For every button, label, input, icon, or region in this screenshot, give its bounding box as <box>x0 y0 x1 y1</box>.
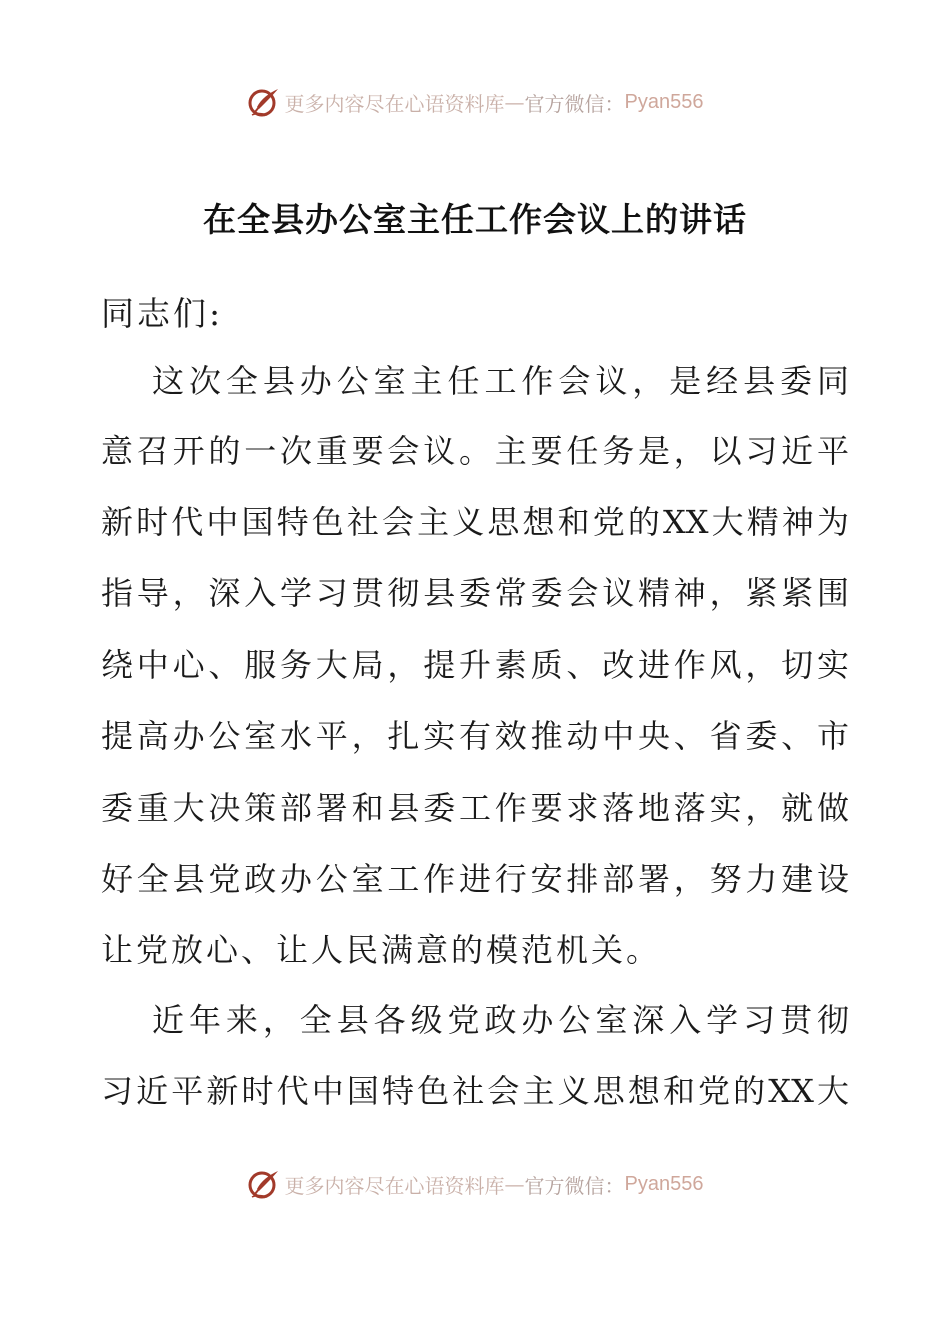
watermark-dash: — <box>504 90 525 114</box>
wechat-label: 官方微信： <box>524 91 625 116</box>
wechat-id: Pyan556 <box>624 1172 704 1195</box>
quill-pen-logo-icon <box>247 1167 281 1201</box>
header-watermark-banner <box>0 82 950 122</box>
wechat-label: 官方微信： <box>524 1173 625 1198</box>
body-line: 好全县党政办公室工作进行安排部署，努力建设 <box>101 860 849 898</box>
body-line: 新时代中国特色社会主义思想和党的XX大精神为 <box>101 503 849 541</box>
wechat-id: Pyan556 <box>624 90 704 113</box>
watermark-text: 更多内容尽在心语资料库 <box>284 91 505 116</box>
body-line: 绕中心、服务大局，提升素质、改进作风，切实 <box>101 646 849 684</box>
body-line: 指导，深入学习贯彻县委常委会议精神，紧紧围 <box>101 574 849 612</box>
document-title: 在全县办公室主任工作会议上的讲话 <box>203 200 747 239</box>
body-line: 这次全县办公室主任工作会议，是经县委同 <box>152 362 849 400</box>
salutation: 同志们: <box>101 294 224 333</box>
watermark-text: 更多内容尽在心语资料库 <box>284 1173 505 1198</box>
body-line: 让党放心、让人民满意的模范机关。 <box>101 931 662 969</box>
body-line: 意召开的一次重要会议。主要任务是，以习近平 <box>101 432 849 470</box>
footer-watermark-banner <box>0 1164 950 1204</box>
body-line: 近年来，全县各级党政办公室深入学习贯彻 <box>152 1001 849 1039</box>
body-line: 提高办公室水平，扎实有效推动中央、省委、市 <box>101 717 849 755</box>
body-line: 习近平新时代中国特色社会主义思想和党的XX大 <box>101 1072 849 1110</box>
quill-pen-logo-icon <box>247 85 281 119</box>
watermark-dash: — <box>504 1172 525 1196</box>
body-line: 委重大决策部署和县委工作要求落地落实，就做 <box>101 789 849 827</box>
